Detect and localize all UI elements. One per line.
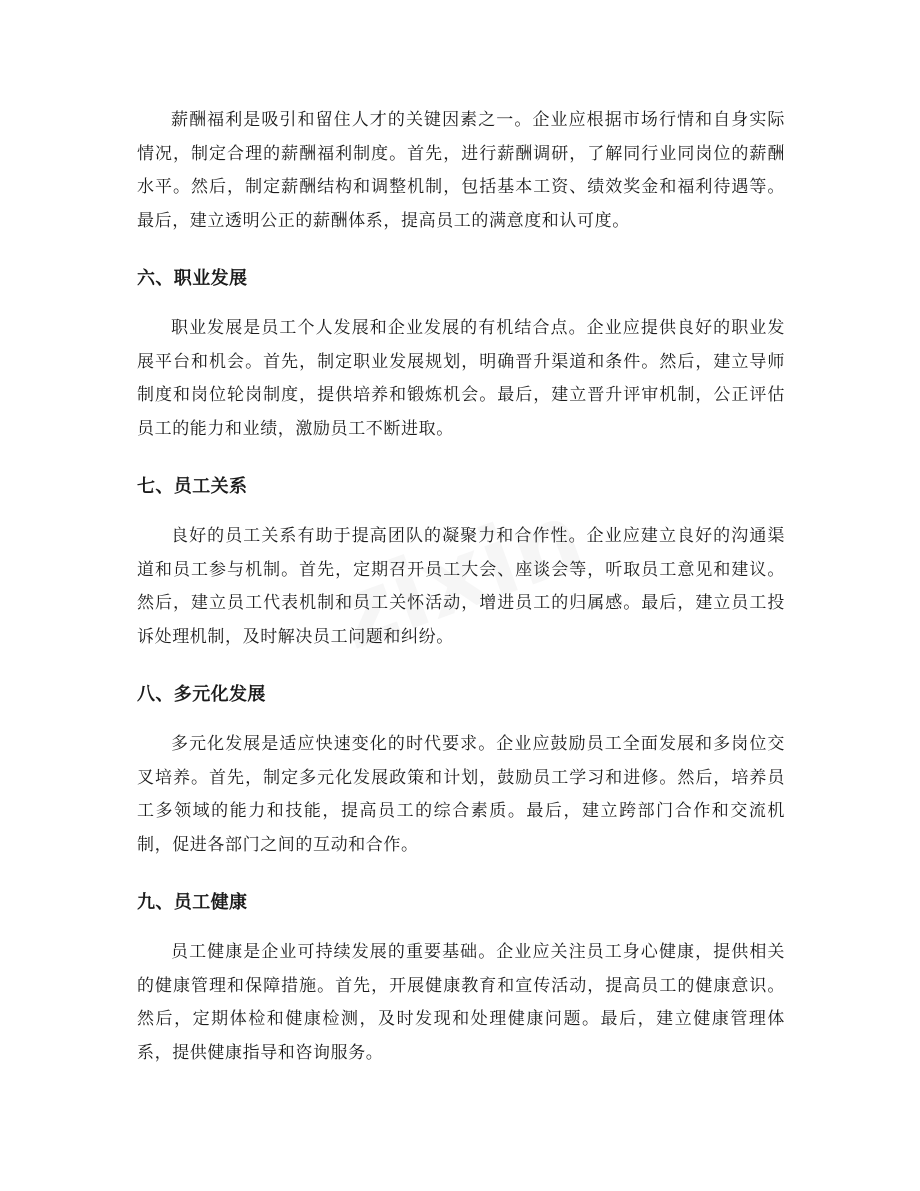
section-heading-employee-relations: 七、员工关系 xyxy=(137,476,248,497)
section-paragraph-employee-relations: 良好的员工关系有助于提高团队的凝聚力和合作性。企业应建立良好的沟通渠道和员工参与机制。首先，定期召开员工大会、座谈会等，听取员工意见和建议。然后，建立员工代表机制和员工关怀活动，增进员工的归属感。最后，建立员工投诉处理机制，及时解决员工问题和纠纷。 xyxy=(137,526,785,647)
document-page xyxy=(137,104,785,1070)
section-paragraph-career-development: 职业发展是员工个人发展和企业发展的有机结合点。企业应提供良好的职业发展平台和机会。首先，制定职业发展规划，明确晋升渠道和条件。然后，建立导师制度和岗位轮岗制度，提供培养和锻炼机会。最后，建立晋升评审机制，公正评估员工的能力和业绩，激励员工不断进取。 xyxy=(137,318,785,439)
section-paragraph-diversified-development: 多元化发展是适应快速变化的时代要求。企业应鼓励员工全面发展和多岗位交叉培养。首先，制定多元化发展政策和计划，鼓励员工学习和进修。然后，培养员工多领域的能力和技能，提高员工的综合素质。最后，建立跨部门合作和交流机制，促进各部门之间的互动和合作。 xyxy=(137,734,785,855)
intro-paragraph: 薪酬福利是吸引和留住人才的关键因素之一。企业应根据市场行情和自身实际情况，制定合理的薪酬福利制度。首先，进行薪酬调研，了解同行业同岗位的薪酬水平。然后，制定薪酬结构和调整机制，包括基本工资、绩效奖金和福利待遇等。最后，建立透明公正的薪酬体系，提高员工的满意度和认可度。 xyxy=(137,110,785,231)
section-heading-career-development: 六、职业发展 xyxy=(137,268,248,289)
section-heading-diversified-development: 八、多元化发展 xyxy=(137,684,266,705)
section-paragraph-employee-health: 员工健康是企业可持续发展的重要基础。企业应关注员工身心健康，提供相关的健康管理和保障措施。首先，开展健康教育和宣传活动，提高员工的健康意识。然后，定期体检和健康检测，及时发现和处理健康问题。最后，建立健康管理体系，提供健康指导和咨询服务。 xyxy=(137,942,785,1063)
section-heading-employee-health: 九、员工健康 xyxy=(137,892,248,913)
